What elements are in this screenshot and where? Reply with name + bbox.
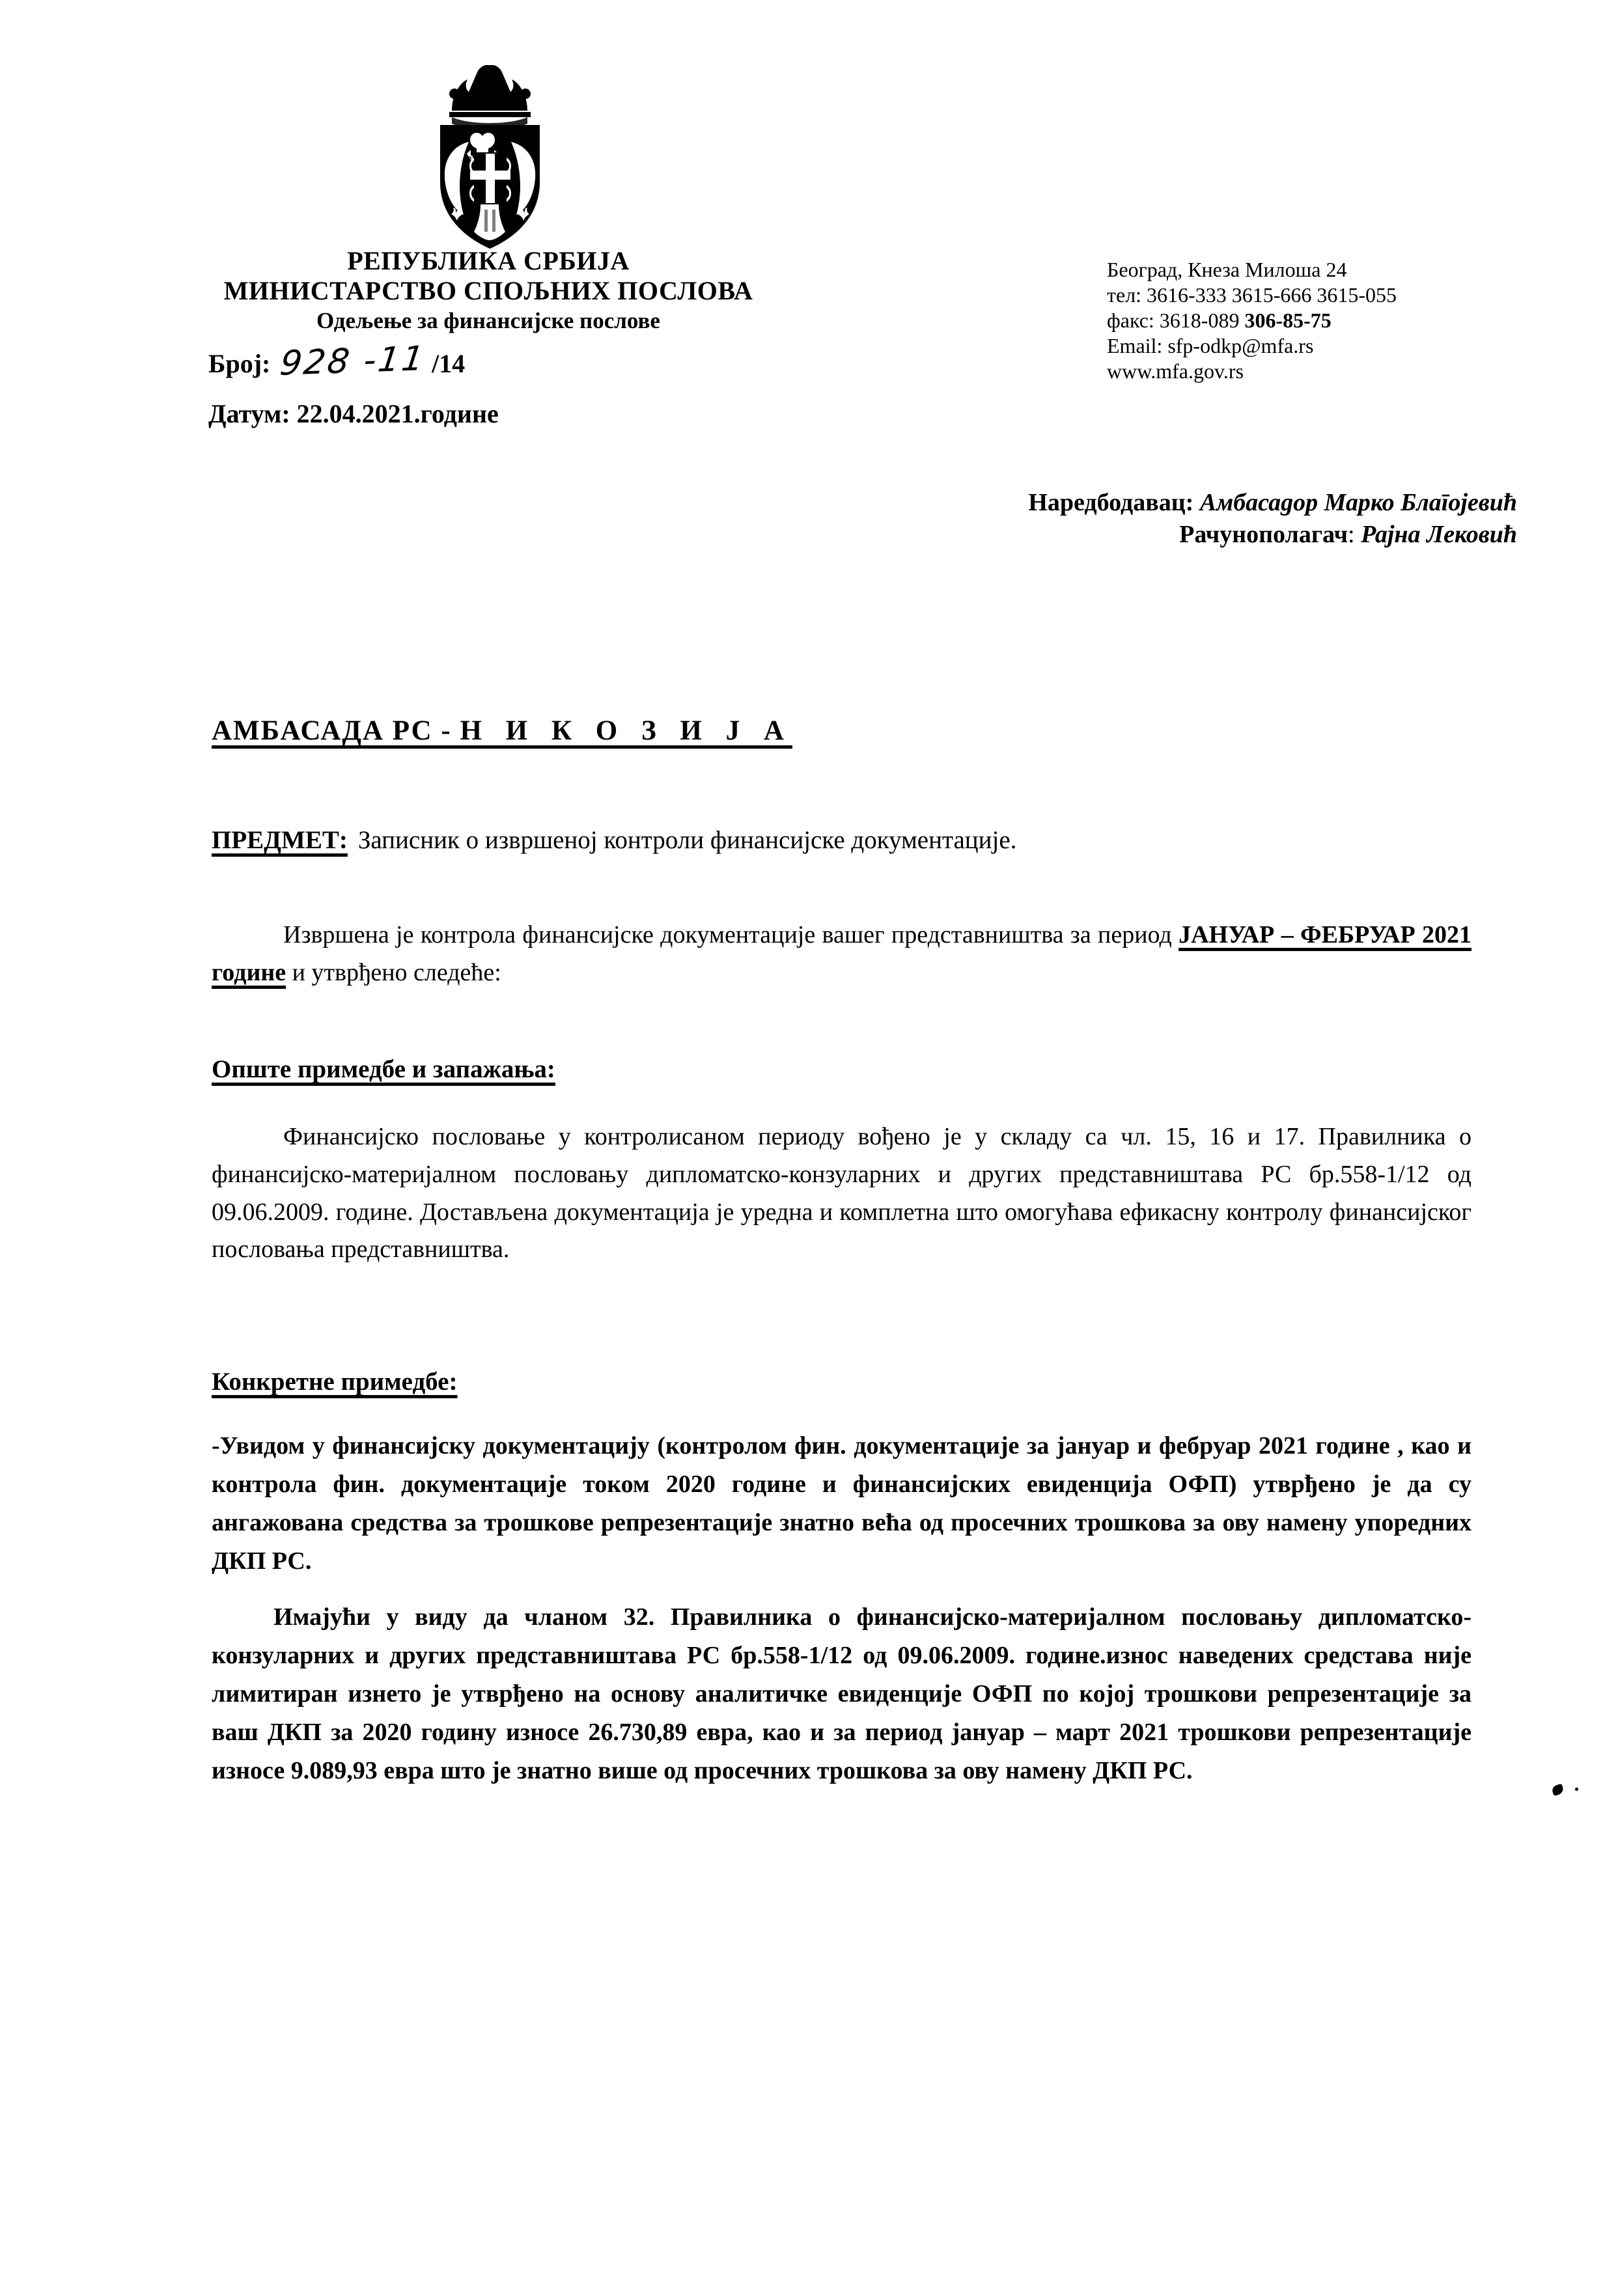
specific-remarks-body-block-1: [212, 1427, 1472, 1581]
intro-paragraph-block: [212, 917, 1472, 992]
ordering-officer-label: Наредбодавац:: [1028, 489, 1194, 516]
registration-number-handwritten: 928 -11: [278, 339, 428, 383]
registration-number-suffix: /14: [432, 349, 466, 378]
specific-remarks-heading-block: [212, 1367, 1472, 1396]
embassy-title-city: Н И К О З И Ј А: [460, 715, 792, 746]
registration-number-line: [208, 339, 466, 383]
control-period: ЈАНУАР – ФЕБРУАР 2021 године: [212, 921, 1472, 986]
subject-text: Записник о извршеној контроли финансијске документације.: [357, 826, 1017, 854]
contact-fax-value-secondary: 306-85-75: [1244, 309, 1332, 333]
contact-website[interactable]: www.mfa.gov.rs: [1107, 359, 1244, 383]
accountant-row: [0, 519, 1517, 551]
document-date-line: [208, 398, 499, 429]
registration-number-block: [208, 339, 466, 383]
ordering-officer-name: Амбасадор Марко Благојевић: [1199, 489, 1517, 516]
accountant-name: Рајна Лековић: [1361, 521, 1517, 549]
embassy-title: [212, 715, 792, 747]
contact-phone: [1107, 283, 1397, 308]
ordering-officer-row: [0, 487, 1517, 519]
department-name: Одељење за финансијске послове: [316, 307, 660, 333]
embassy-title-prefix: АМБАСАДА РС -: [212, 715, 460, 746]
registration-number-label: Број:: [208, 349, 271, 378]
serbian-coat-of-arms-emblem: [404, 65, 576, 260]
specific-remarks-body-block-2: [212, 1598, 1472, 1790]
subject-label: ПРЕДМЕТ:: [212, 826, 348, 854]
general-remarks-body-block: [212, 1118, 1472, 1269]
general-remarks-heading: Опште примедбе и запажања:: [212, 1055, 555, 1083]
intro-paragraph: [212, 917, 1472, 992]
ministry-header: [195, 246, 781, 334]
document-date-label: Датум:: [208, 399, 290, 428]
contact-email-label: Email:: [1107, 334, 1163, 358]
intro-part1: Извршена је контрола финансијске документације вашег представништва за период: [283, 921, 1179, 948]
specific-remarks-paragraph-2: Имајући у виду да чланом 32. Правилника о финансијско-материјалном пословању дипломатско-конзуларних и других представништава РС бр.558-1/12 од 09.06.2009. године.износ наведених средстава није лимитиран изнето је утврђено на основу аналитичке евиденције ОФП по којој трошкови репрезентације за ваш ДКП за 2020 годину износе 26.730,89 евра, као и за период јануар – март 2021 трошкови репрезентације износе 9.089,93 евра што је знатно више од просечних трошкова за ову намену ДКП РС.: [212, 1603, 1472, 1784]
contact-fax-label: факс:: [1107, 309, 1154, 333]
contact-email: [1107, 333, 1397, 359]
scan-artifact-speck: [1551, 1784, 1565, 1797]
contact-block: [1107, 257, 1397, 384]
contact-phone-value: 3616-333 3615-666 3615-055: [1147, 283, 1397, 307]
specific-remarks-paragraph-1: -Увидом у финансијску документацију (контролом фин. документације за јануар и фебруар 2021 године , као и контрола фин. документације током 2020 године и финансијских евиденција ОФП) утврђено је да су ангажована средства за трошкове репрезентације знатно већа од просечних трошкова за ову намену упоредних ДКП РС.: [212, 1432, 1472, 1575]
contact-address: Београд, Кнеза Милоша 24: [1107, 258, 1347, 281]
contact-fax-value: 3618-089: [1159, 309, 1240, 333]
subject-line: [212, 825, 1016, 855]
signatories-block: [0, 487, 1517, 551]
contact-fax: [1107, 308, 1397, 333]
country-name: РЕПУБЛИКА СРБИЈА: [347, 246, 630, 275]
ministry-name: МИНИСТАРСТВО СПОЉНИХ ПОСЛОВА: [223, 276, 753, 306]
general-remarks-heading-block: [212, 1055, 1472, 1084]
specific-remarks-heading: Конкретне примедбе:: [212, 1368, 458, 1396]
accountant-label: Рачунополагач: [1179, 521, 1348, 549]
contact-email-value[interactable]: sfp-odkp@mfa.rs: [1167, 334, 1314, 358]
contact-phone-label: тел:: [1107, 283, 1142, 307]
accountant-separator: :: [1348, 521, 1355, 549]
scan-artifact-dot: [1575, 1788, 1578, 1791]
document-date-value: 22.04.2021.године: [296, 399, 499, 428]
general-remarks-paragraph: Финансијско пословање у контролисаном периоду вођено је у складу са чл. 15, 16 и 17. Правилника о финансијско-материјалном пословању дипломатско-конзуларних и других представништава РС бр.558-1/12 од 09.06.2009. године. Достављена документација је уредна и комплетна што омогућава ефикасну контролу финансијског пословања представништва.: [212, 1123, 1472, 1264]
intro-part2: и утврђено следеће:: [286, 958, 501, 986]
